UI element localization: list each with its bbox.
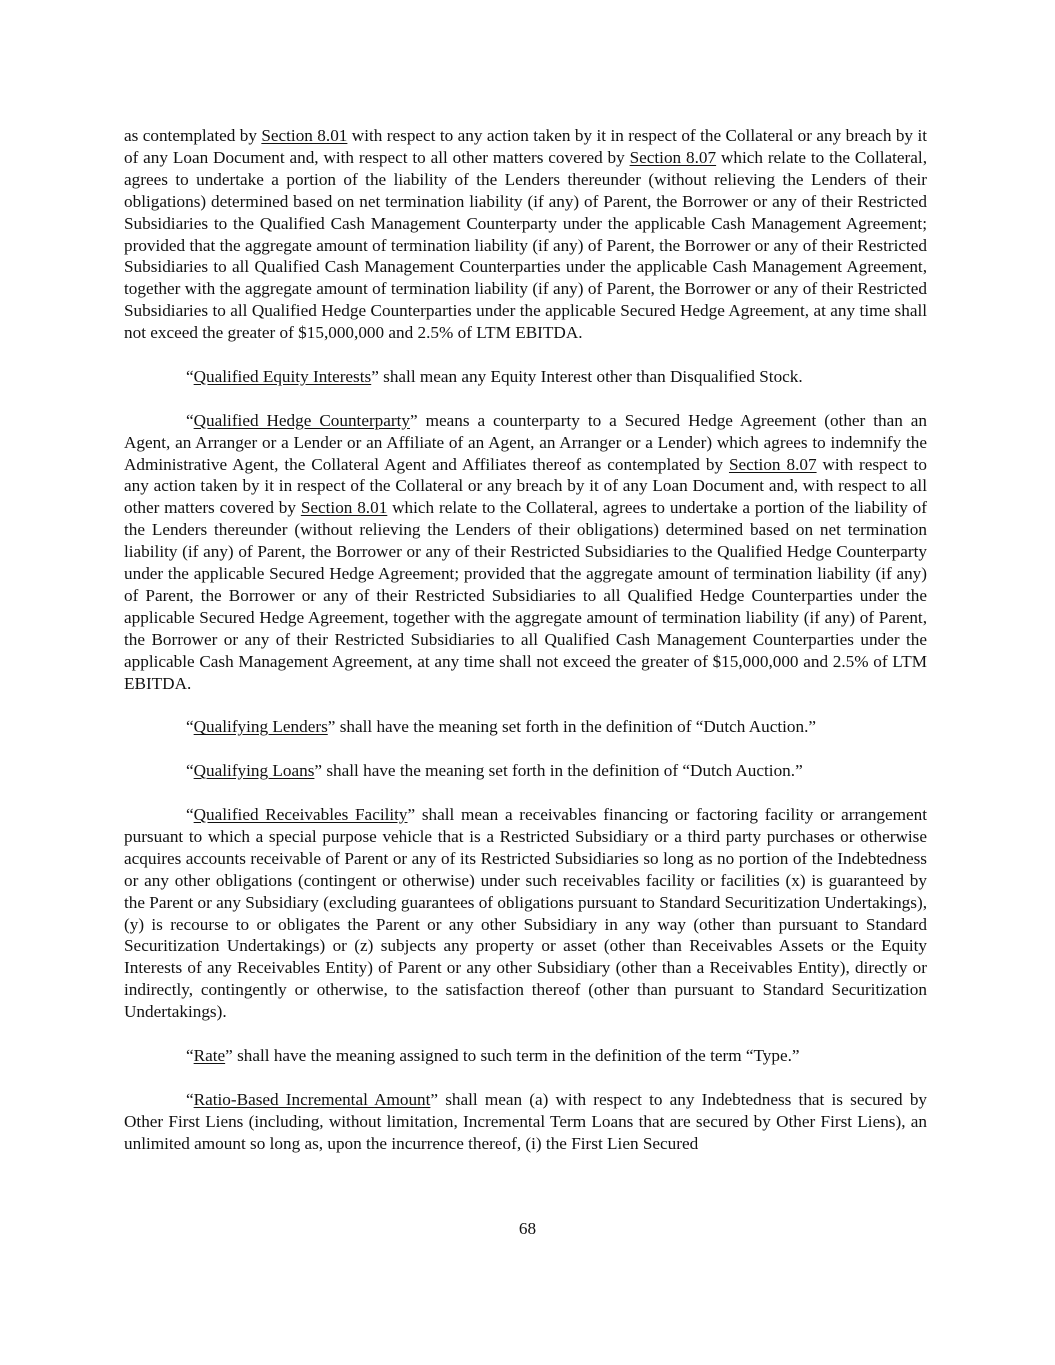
document-page (124, 125, 927, 1176)
defined-term-reference: Section 8.01 (261, 126, 348, 145)
paragraph-text: ” shall mean any Equity Interest other than Disqualified Stock. (371, 366, 803, 386)
paragraph-text: ” shall mean (a) with respect to any Indebtedness that is secured by Other First Liens (including, without limitation, Incremental Term Loans that are secured by Other First Liens), an unlimited amount so long as, upon the incurrence thereof, (i) the First Lien Secured (124, 1089, 928, 1153)
definition-qualified-equity-interests (124, 366, 927, 388)
paragraph-text: “ (186, 761, 194, 781)
paragraph-text: ” shall have the meaning assigned to such term in the definition of the term “Type.” (225, 1045, 800, 1065)
page-number: 68 (518, 1219, 537, 1238)
paragraph-text: ” means a counterparty to a Secured Hedge Agreement (other than an Agent, an Arranger or a Lender or an Affiliate of an Agent, an Arranger or a Lender) which agrees to indemnify the Administrative Agent, the Collateral Agent and Affiliates thereof as contemplated by (124, 410, 927, 474)
definition-qualifying-loans (124, 760, 927, 782)
defined-term-reference: Qualifying Loans (193, 761, 315, 781)
definition-qualifying-lenders (124, 716, 927, 738)
paragraph-text: as contemplated by (124, 126, 262, 145)
defined-term-reference: Rate (193, 1045, 226, 1065)
definition-rate (124, 1045, 927, 1067)
paragraph-text: “ (186, 366, 194, 386)
paragraph-text: which relate to the Collateral, agrees to undertake a portion of the liability of the Lenders thereunder (without relieving the Lenders of their obligations) determined based on net termination liability (if any) of Parent, the Borrower or any of their Restricted Subsidiaries to the Qualified Cash Management Counterparty under the applicable Cash Management Agreement; provided that the aggregate amount of termination liability (if any) of Parent, the Borrower or any of their Restricted Subsidiaries to all Qualified Cash Management Counterparties under the applicable Cash Management Agreement, together with the aggregate amount of termination liability (if any) of Parent, the Borrower or any of their Restricted Subsidiaries to all Qualified Hedge Counterparties under the applicable Secured Hedge Agreement, at any time shall not exceed the greater of $15,000,000 and 2.5% of LTM EBITDA. (124, 147, 927, 343)
paragraph-text: “ (186, 717, 194, 737)
paragraph-text: ” shall have the meaning set forth in the definition of “Dutch Auction.” (327, 717, 817, 737)
paragraph-text: “ (186, 410, 194, 430)
defined-term-reference: Section 8.07 (728, 454, 817, 474)
definition-ratio-based-incremental-amount (124, 1089, 927, 1155)
defined-term-reference: Qualifying Lenders (193, 717, 328, 737)
paragraph-cash-management-continuation (124, 125, 927, 344)
defined-term-reference: Section 8.01 (300, 498, 388, 518)
paragraph-text: with respect to any action taken by it in respect of the Collateral or any breach by it of any Loan Document and, with respect to all other matters covered by (124, 454, 928, 518)
defined-term-reference: Qualified Receivables Facility (193, 805, 408, 825)
paragraph-text: “ (186, 805, 194, 825)
paragraph-text: “ (186, 1089, 194, 1109)
paragraph-text: with respect to any action taken by it in respect of the Collateral or any breach by it of any Loan Document and, with respect to all other matters covered by (124, 126, 927, 167)
definition-qualified-hedge-counterparty (124, 410, 927, 695)
defined-term-reference: Section 8.07 (629, 147, 717, 167)
paragraph-text: ” shall mean a receivables financing or factoring facility or arrangement pursuant to which a special purpose vehicle that is a Restricted Subsidiary or a third party purchases or otherwise acquires accounts receivable of Parent or any of its Restricted Subsidiaries so long as no portion of the Indebtedness or any other obligations (contingent or otherwise) under such receivables facility or facilities (x) is guaranteed by the Parent or any Subsidiary (excluding guarantees of obligations pursuant to Standard Securitization Undertakings), (y) is recourse to or obligates the Parent or any other Subsidiary in any way (other than pursuant to Standard Securitization Undertakings) or (z) subjects any property or asset (other than Receivables Assets or the Equity Interests of any Receivables Entity) of Parent or any other Subsidiary (other than a Receivables Entity), directly or indirectly, contingently or otherwise, to the satisfaction thereof (other than pursuant to Standard Securitization Undertakings). (124, 805, 927, 1022)
defined-term-reference: Qualified Hedge Counterparty (193, 410, 411, 430)
definition-qualified-receivables-facility (124, 804, 927, 1023)
paragraph-text: ” shall have the meaning set forth in the definition of “Dutch Auction.” (314, 761, 803, 781)
paragraph-text: which relate to the Collateral, agrees to undertake a portion of the liability of the Lenders thereunder (without relieving the Lenders of their obligations) determined based on net termination liability (if any) of Parent, the Borrower or any of their Restricted Subsidiaries to the Qualified Hedge Counterparty under the applicable Secured Hedge Agreement; provided that the aggregate amount of termination liability (if any) of Parent, the Borrower or any of their Restricted Subsidiaries to all Qualified Hedge Counterparties under the applicable Secured Hedge Agreement, together with the aggregate amount of termination liability (if any) of Parent, the Borrower or any of their Restricted Subsidiaries to all Qualified Cash Management Counterparties under the applicable Cash Management Agreement, at any time shall not exceed the greater of $15,000,000 and 2.5% of LTM EBITDA. (124, 498, 927, 693)
defined-term-reference: Ratio-Based Incremental Amount (193, 1089, 431, 1109)
paragraph-text: “ (186, 1045, 194, 1065)
defined-term-reference: Qualified Equity Interests (193, 366, 372, 386)
